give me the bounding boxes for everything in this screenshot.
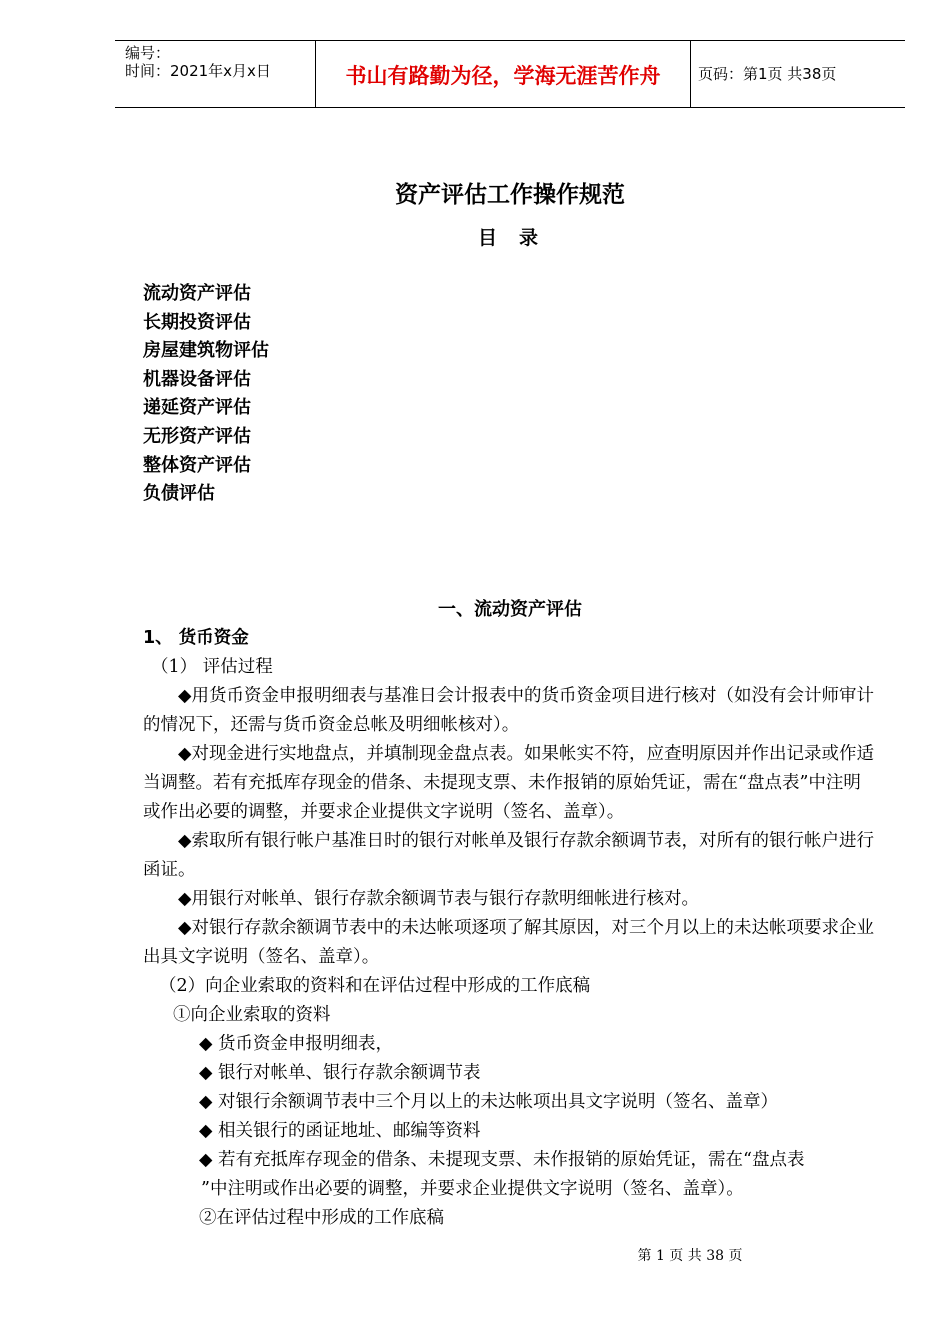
paragraph: ◆对现金进行实地盘点，并填制现金盘点表。如果帐实不符，应查明原因并作出记录或作适当调整。若有充抵库存现金的借条、未提现支票、未作报销的原始凭证，需在“盘点表”中注明或作出必要的调整，并要求企业提供文字说明（签名、盖章）。 [143, 744, 874, 822]
paragraph: ◆索取所有银行帐户基准日时的银行对帐单及银行存款余额调节表，对所有的银行帐户进行函证。 [143, 831, 874, 880]
toc-item[interactable]: 递延资产评估 [143, 397, 251, 419]
number-label: 编号： [125, 44, 171, 62]
page-label: 页码：第1页 共38页 [698, 65, 837, 83]
header-left-cell [115, 41, 315, 107]
toc-item[interactable]: 无形资产评估 [143, 425, 251, 447]
step-heading: （2）向企业索取的资料和在评估过程中形成的工作底稿 [159, 976, 591, 996]
toc-item[interactable]: 负债评估 [143, 483, 215, 505]
toc-item[interactable]: 房屋建筑物评估 [143, 340, 269, 362]
subsection-heading: 1、 货币资金 [143, 628, 249, 648]
toc-item[interactable]: 长期投资评估 [143, 311, 251, 333]
toc-item[interactable]: 流动资产评估 [143, 283, 251, 304]
list-item: ◆ 若有充抵库存现金的借条、未提现支票、未作报销的原始凭证，需在“盘点表 [199, 1150, 805, 1170]
list-item: ◆ 银行对帐单、银行存款余额调节表 [199, 1063, 481, 1083]
paragraph: ◆用银行对帐单、银行存款余额调节表与银行存款明细帐进行核对。 [178, 889, 699, 909]
list-item: ◆ 货币资金申报明细表， [199, 1034, 394, 1054]
list-item: ◆ 对银行余额调节表中三个月以上的未达帐项出具文字说明（签名、盖章） [199, 1092, 779, 1112]
motto: 书山有路勤为径，学海无涯苦作舟 [345, 64, 661, 88]
time-label: 时间：2021年x月x日 [125, 62, 271, 80]
section-title: 一、流动资产评估 [438, 599, 582, 620]
toc-title: 目录 [478, 227, 561, 249]
list-item: ◆ 相关银行的函证地址、邮编等资料 [199, 1121, 481, 1141]
toc-item[interactable]: 机器设备评估 [143, 368, 251, 390]
list-item-continuation: ”中注明或作出必要的调整，并要求企业提供文字说明（签名、盖章）。 [201, 1179, 744, 1199]
header-motto-cell [315, 41, 691, 107]
document-title: 资产评估工作操作规范 [395, 182, 625, 208]
paragraph: ◆对银行存款余额调节表中的未达帐项逐项了解其原因，对三个月以上的未达帐项要求企业出具文字说明（签名、盖章）。 [143, 918, 874, 967]
header-right-cell [690, 41, 905, 107]
header-table [115, 40, 905, 108]
step-heading: （1） 评估过程 [151, 657, 273, 677]
toc-item[interactable]: 整体资产评估 [143, 454, 251, 476]
section-body [143, 624, 878, 1233]
sub-heading: ②在评估过程中形成的工作底稿 [199, 1208, 444, 1228]
paragraph: ◆用货币资金申报明细表与基准日会计报表中的货币资金项目进行核对（如没有会计师审计的情况下，还需与货币资金总帐及明细帐核对）。 [143, 686, 874, 735]
page-footer: 第 1 页 共 38 页 [637, 1248, 743, 1264]
sub-heading: ①向企业索取的资料 [173, 1005, 331, 1025]
toc-list [143, 280, 269, 509]
